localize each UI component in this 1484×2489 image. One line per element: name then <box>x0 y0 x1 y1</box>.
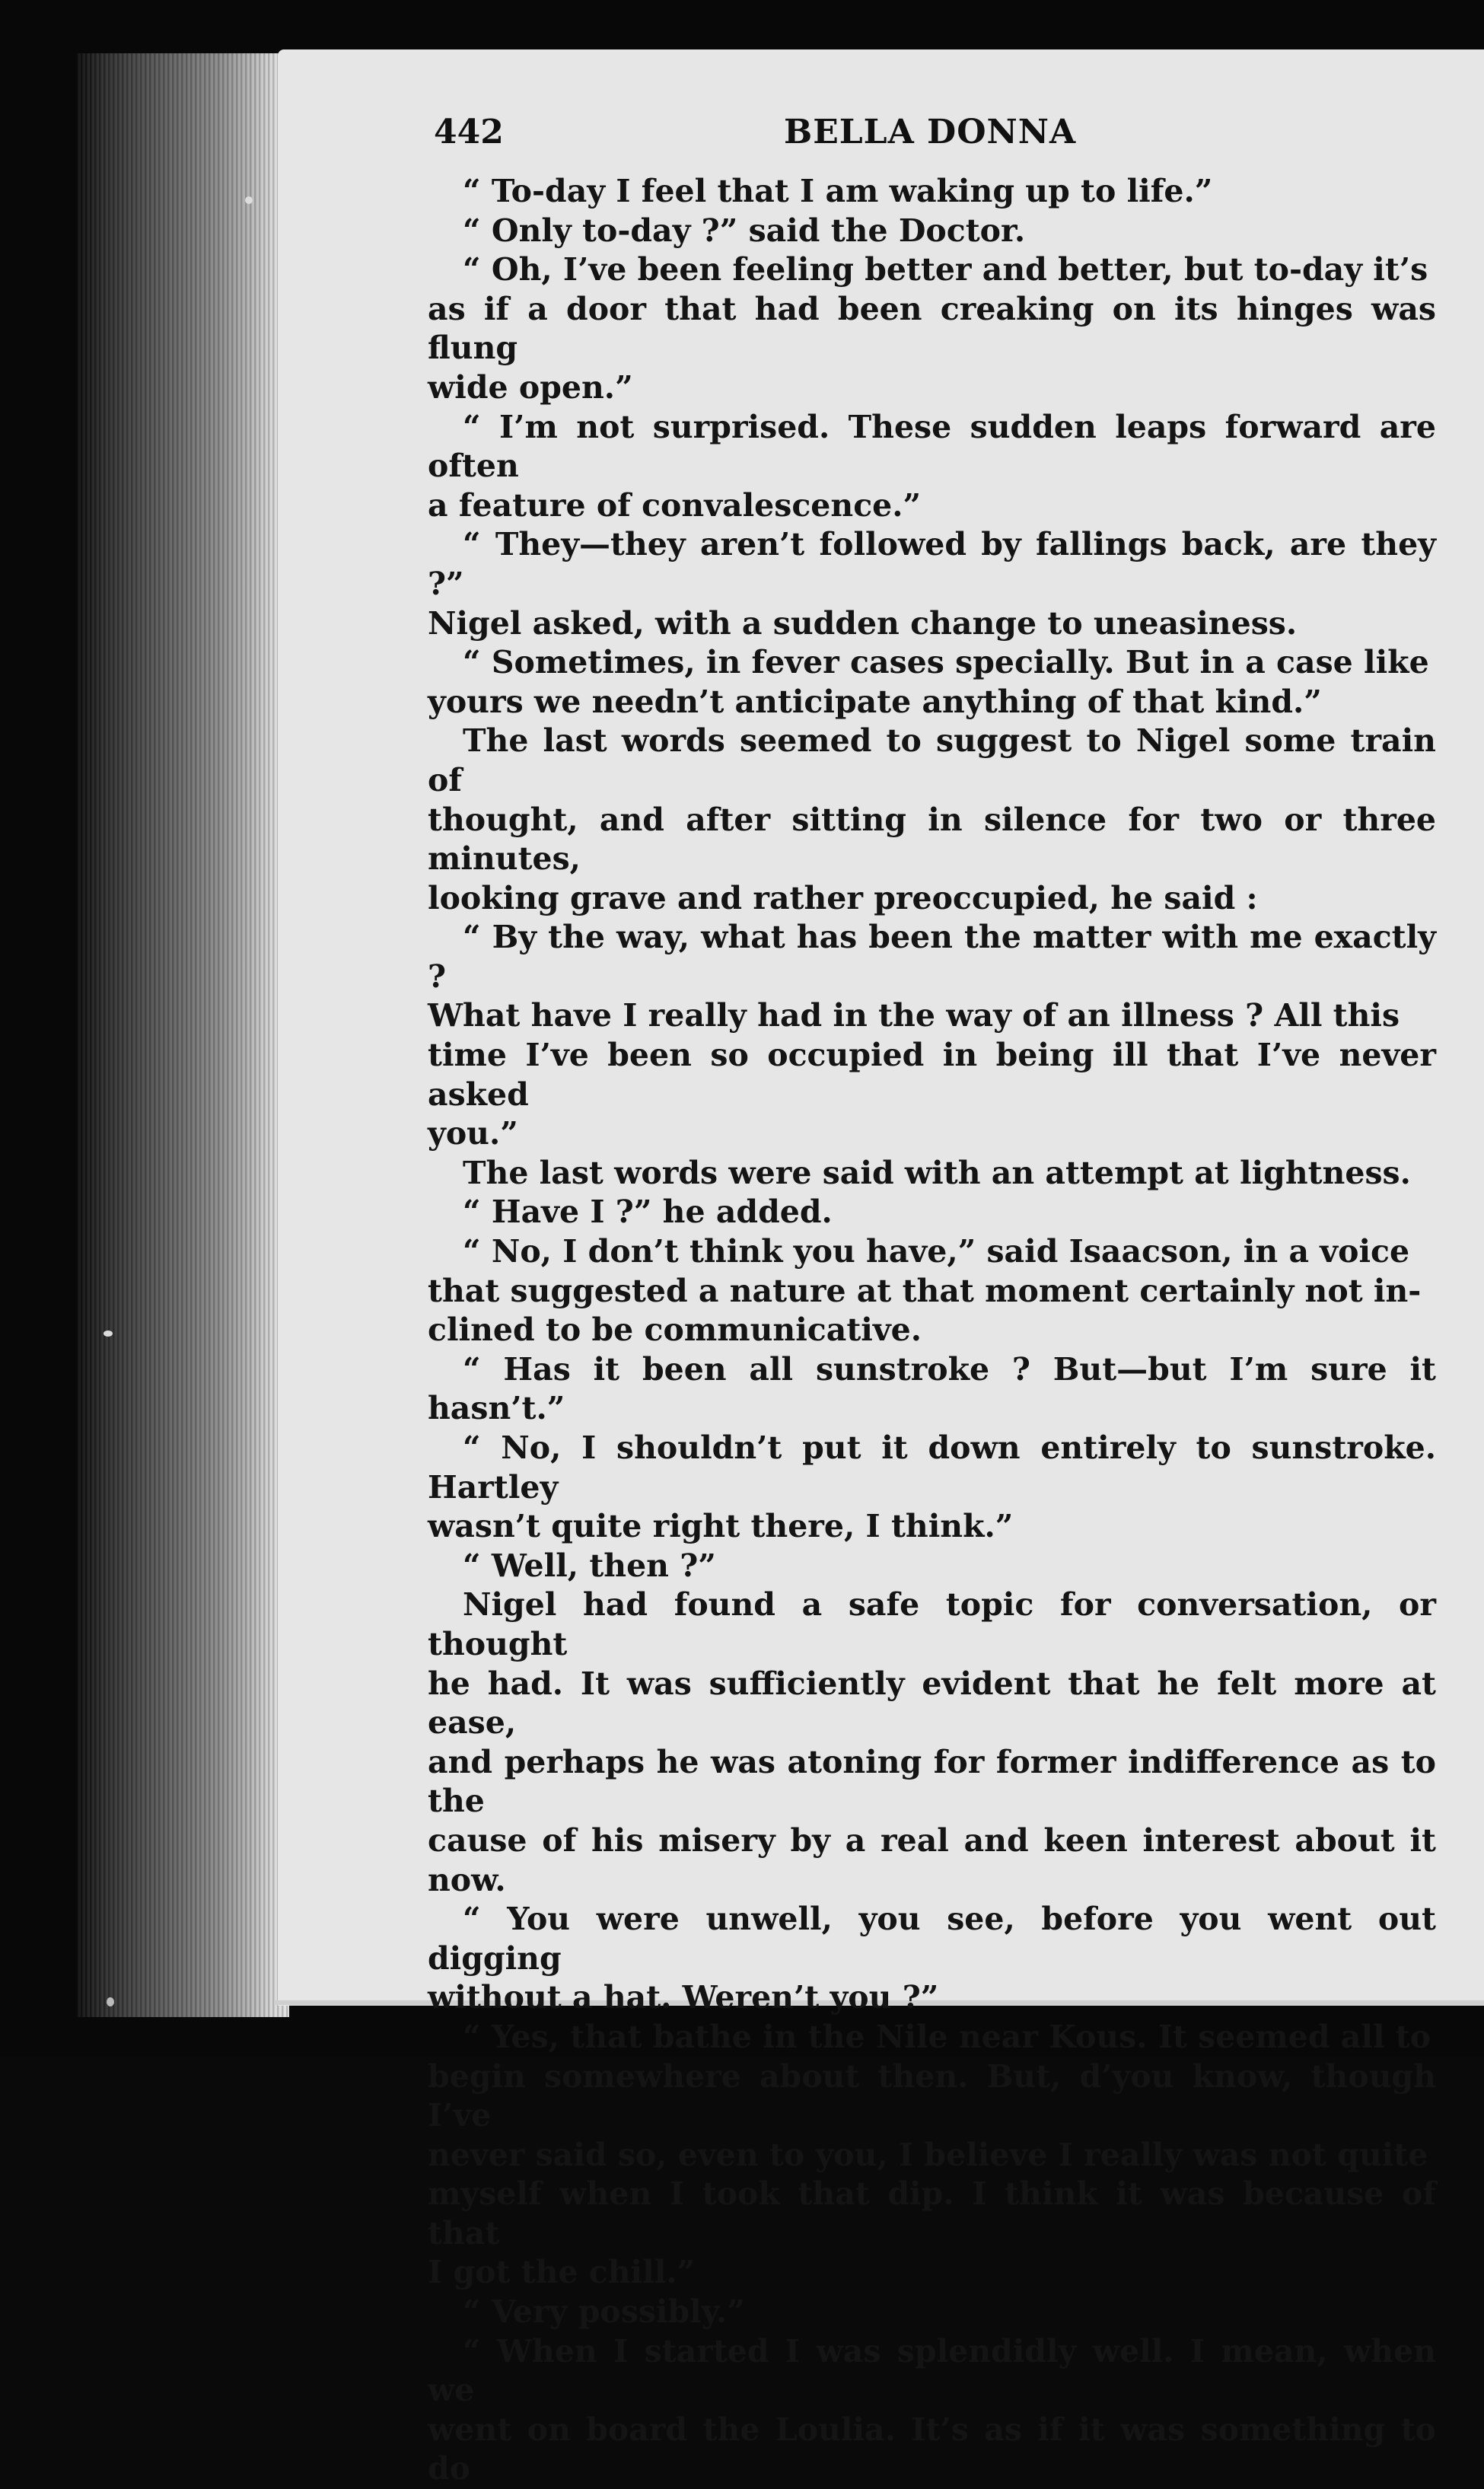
paragraph: “ Well, then ?” <box>463 1547 716 1584</box>
body-text <box>428 172 1436 2489</box>
dust-speck <box>107 1997 114 2006</box>
paragraph: “ Oh, I’ve been feeling better and better, but to-day it’s as if a door that had been creaking on its hinges was flung wide open.” <box>428 251 1436 406</box>
paragraph: “ They—they aren’t followed by fallings back, are they ?” Nigel asked, with a sudden change to uneasiness. <box>428 526 1436 642</box>
paragraph: “ When I started I was splendidly well. I mean, when we went on board the Loulia. It’s as if it was something to do <box>428 2332 1436 2487</box>
paragraph: “ You were unwell, you see, before you went out digging without a hat. Weren’t you ?” <box>428 1901 1436 2016</box>
paragraph: Nigel had found a safe topic for conversation, or thought he had. It was sufficiently evident that he felt more at ease, and perhaps he was atoning for former indifference as to the cause of his misery by a real and keen interest about it now. <box>428 1586 1436 1898</box>
book-binding-shadow <box>76 53 289 2017</box>
paragraph: “ Have I ?” he added. <box>463 1194 833 1231</box>
dust-speck <box>103 1331 113 1337</box>
page-header <box>434 113 1438 158</box>
paragraph: “ By the way, what has been the matter with me exactly ? What have I really had in the way of an illness ? All this time I’ve been so occupied in being ill that I’ve never asked you.” <box>428 919 1436 1152</box>
running-head: BELLA DONNA <box>784 113 1077 151</box>
paragraph: “ No, I don’t think you have,” said Isaacson, in a voice that suggested a nature at that moment certainly not in- clined to be communicative. <box>428 1233 1422 1349</box>
page-number: 442 <box>434 113 504 151</box>
paragraph: “ Very possibly.” <box>463 2293 745 2331</box>
paragraph: “ Has it been all sunstroke ? But—but I’m sure it hasn’t.” <box>428 1350 1436 1427</box>
paragraph: “ Only to-day ?” said the Doctor. <box>463 212 1026 249</box>
paragraph: “ Yes, that bathe in the Nile near Kous. It seemed all to begin somewhere about then. But, d’you know, though I’ve never said so, even to you, I believe I really was not quite myself when I took that dip. I think it was because of that I got the chill.” <box>428 2018 1436 2291</box>
dust-speck <box>245 196 253 204</box>
paragraph: “ I’m not surprised. These sudden leaps forward are often a feature of convalescence.” <box>428 408 1436 524</box>
paragraph: The last words seemed to suggest to Nigel some train of thought, and after sitting in silence for two or three minutes, looking grave and rather preoccupied, he said : <box>428 722 1436 916</box>
paragraph: The last words were said with an attempt at lightness. <box>463 1154 1411 1191</box>
paragraph: “ Sometimes, in fever cases specially. But in a case like yours we needn’t anticipate anything of that kind.” <box>428 644 1429 720</box>
paragraph: “ To-day I feel that I am waking up to life.” <box>463 173 1213 209</box>
paragraph: “ No, I shouldn’t put it down entirely to sunstroke. Hartley wasn’t quite right there, I think.” <box>428 1429 1436 1545</box>
